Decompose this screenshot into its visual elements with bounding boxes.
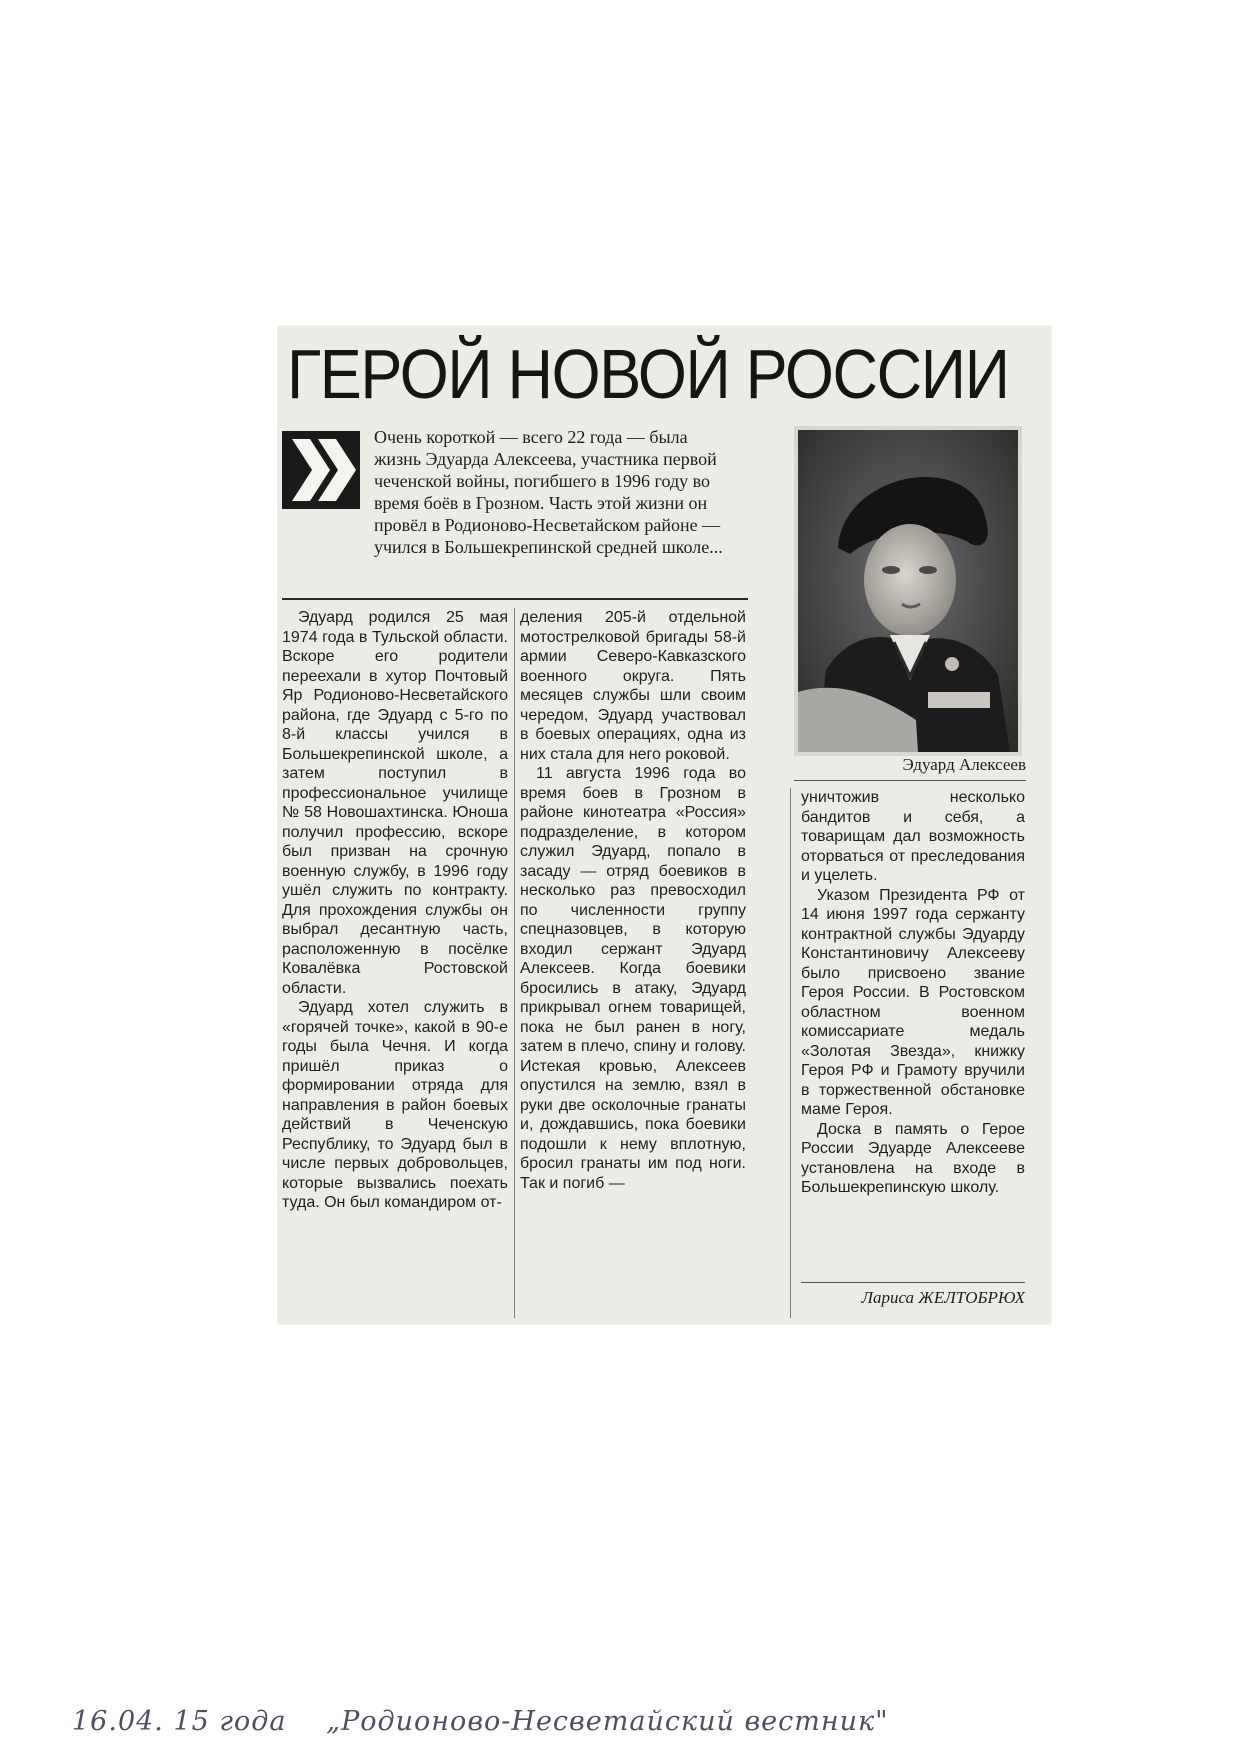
double-chevron-right-icon (282, 431, 360, 509)
paragraph: деления 205-й отдельной мотострелковой бригады 58-й армии Северо-Кавказского военного округа. Пять месяцев службы шли своим чередом, Эдуард участвовал в боевых операциях, одна из них стала для него роковой. (520, 609, 746, 763)
column-divider (514, 608, 515, 1318)
article-lead: Очень короткой — всего 22 года — была жизнь Эдуарда Алексеева, участника первой чеченской войны, погибшего в 1996 году во время боёв в Грозном. Часть этой жизни он провёл в Родионово-Несветайском районе — учился в Большекрепинской средней школе... (374, 427, 723, 557)
photo-caption: Эдуард Алексеев (902, 755, 1026, 774)
paragraph: 11 августа 1996 года во время боев в Грозном в районе кинотеатра «Россия» подразделение, в котором служил Эдуард, попало в засаду — отряд боевиков в несколько раз превосходил по численности группу спецназовцев, в которую входил сержант Эдуард Алексеев. Когда боевики бросились в атаку, Эдуард прикрывал огнем товарищей, пока не был ранен в ногу, затем в плечо, спину и голову. Истекая кровью, Алексеев опустился на землю, взял в руки две осколочные гранаты и, дождавшись, пока боевики подошли к нему вплотную, бросил гранаты им под ноги. Так и погиб — (520, 765, 746, 1192)
paragraph: Эдуард хотел служить в «горячей точке», какой в 90-е годы была Чечня. И когда пришёл приказ о формировании отряда для направления в район боевых действий в Чеченскую Республику, то Эдуард был в числе первых добровольцев, которые вызвались поехать туда. Он был командиром от- (282, 999, 508, 1211)
article-column-3 (801, 788, 1025, 1198)
article-column-2 (520, 608, 746, 1193)
caption-divider (794, 780, 1026, 781)
handwritten-date: 16.04. 15 года (72, 1706, 287, 1737)
lead-divider (282, 598, 748, 600)
paragraph: Эдуард родился 25 мая 1974 года в Тульской области. Вскоре его родители переехали в хутор Почтовый Яр Родионово-Несветайского района, где Эдуард с 5-го по 8-й классы учился в Большекрепинской школе, а затем поступил в профессиональное училище № 58 Новошахтинска. Юноша получил профессию, вскоре был призван на срочную военную службу, в 1996 году ушёл служить по контракту. Для прохождения службы он выбрал десантную часть, расположенную в посёлке Ковалёвка Ростовской области. (282, 609, 508, 997)
portrait-photo (798, 430, 1018, 752)
paragraph: Доска в память о Герое России Эдуарде Алексееве установлена на входе в Большекрепинскую школу. (801, 1120, 1025, 1196)
article-column-1 (282, 608, 508, 1213)
column-divider (790, 788, 791, 1318)
article-headline: ГЕРОЙ НОВОЙ РОССИИ (287, 335, 1009, 413)
newspaper-clipping (278, 326, 1051, 1324)
article-byline: Лариса ЖЕЛТОБРЮХ (801, 1282, 1025, 1309)
paragraph: уничтожив несколько бандитов и себя, а товарищам дал возможность оторваться от преследования и уцелеть. (801, 789, 1025, 884)
handwritten-newspaper-name: „Родионово-Несветайский вестник" (326, 1706, 889, 1737)
portrait-frame (794, 426, 1022, 756)
paragraph: Указом Президента РФ от 14 июня 1997 года сержанту контрактной службы Эдуарду Константиновичу Алексееву было присвоено звание Героя России. В Ростовском областном военном комиссариате медаль «Золотая Звезда», книжку Героя РФ и Грамоту вручили в торжественной обстановке маме Героя. (801, 886, 1025, 1118)
handwritten-note (72, 1706, 1192, 1737)
